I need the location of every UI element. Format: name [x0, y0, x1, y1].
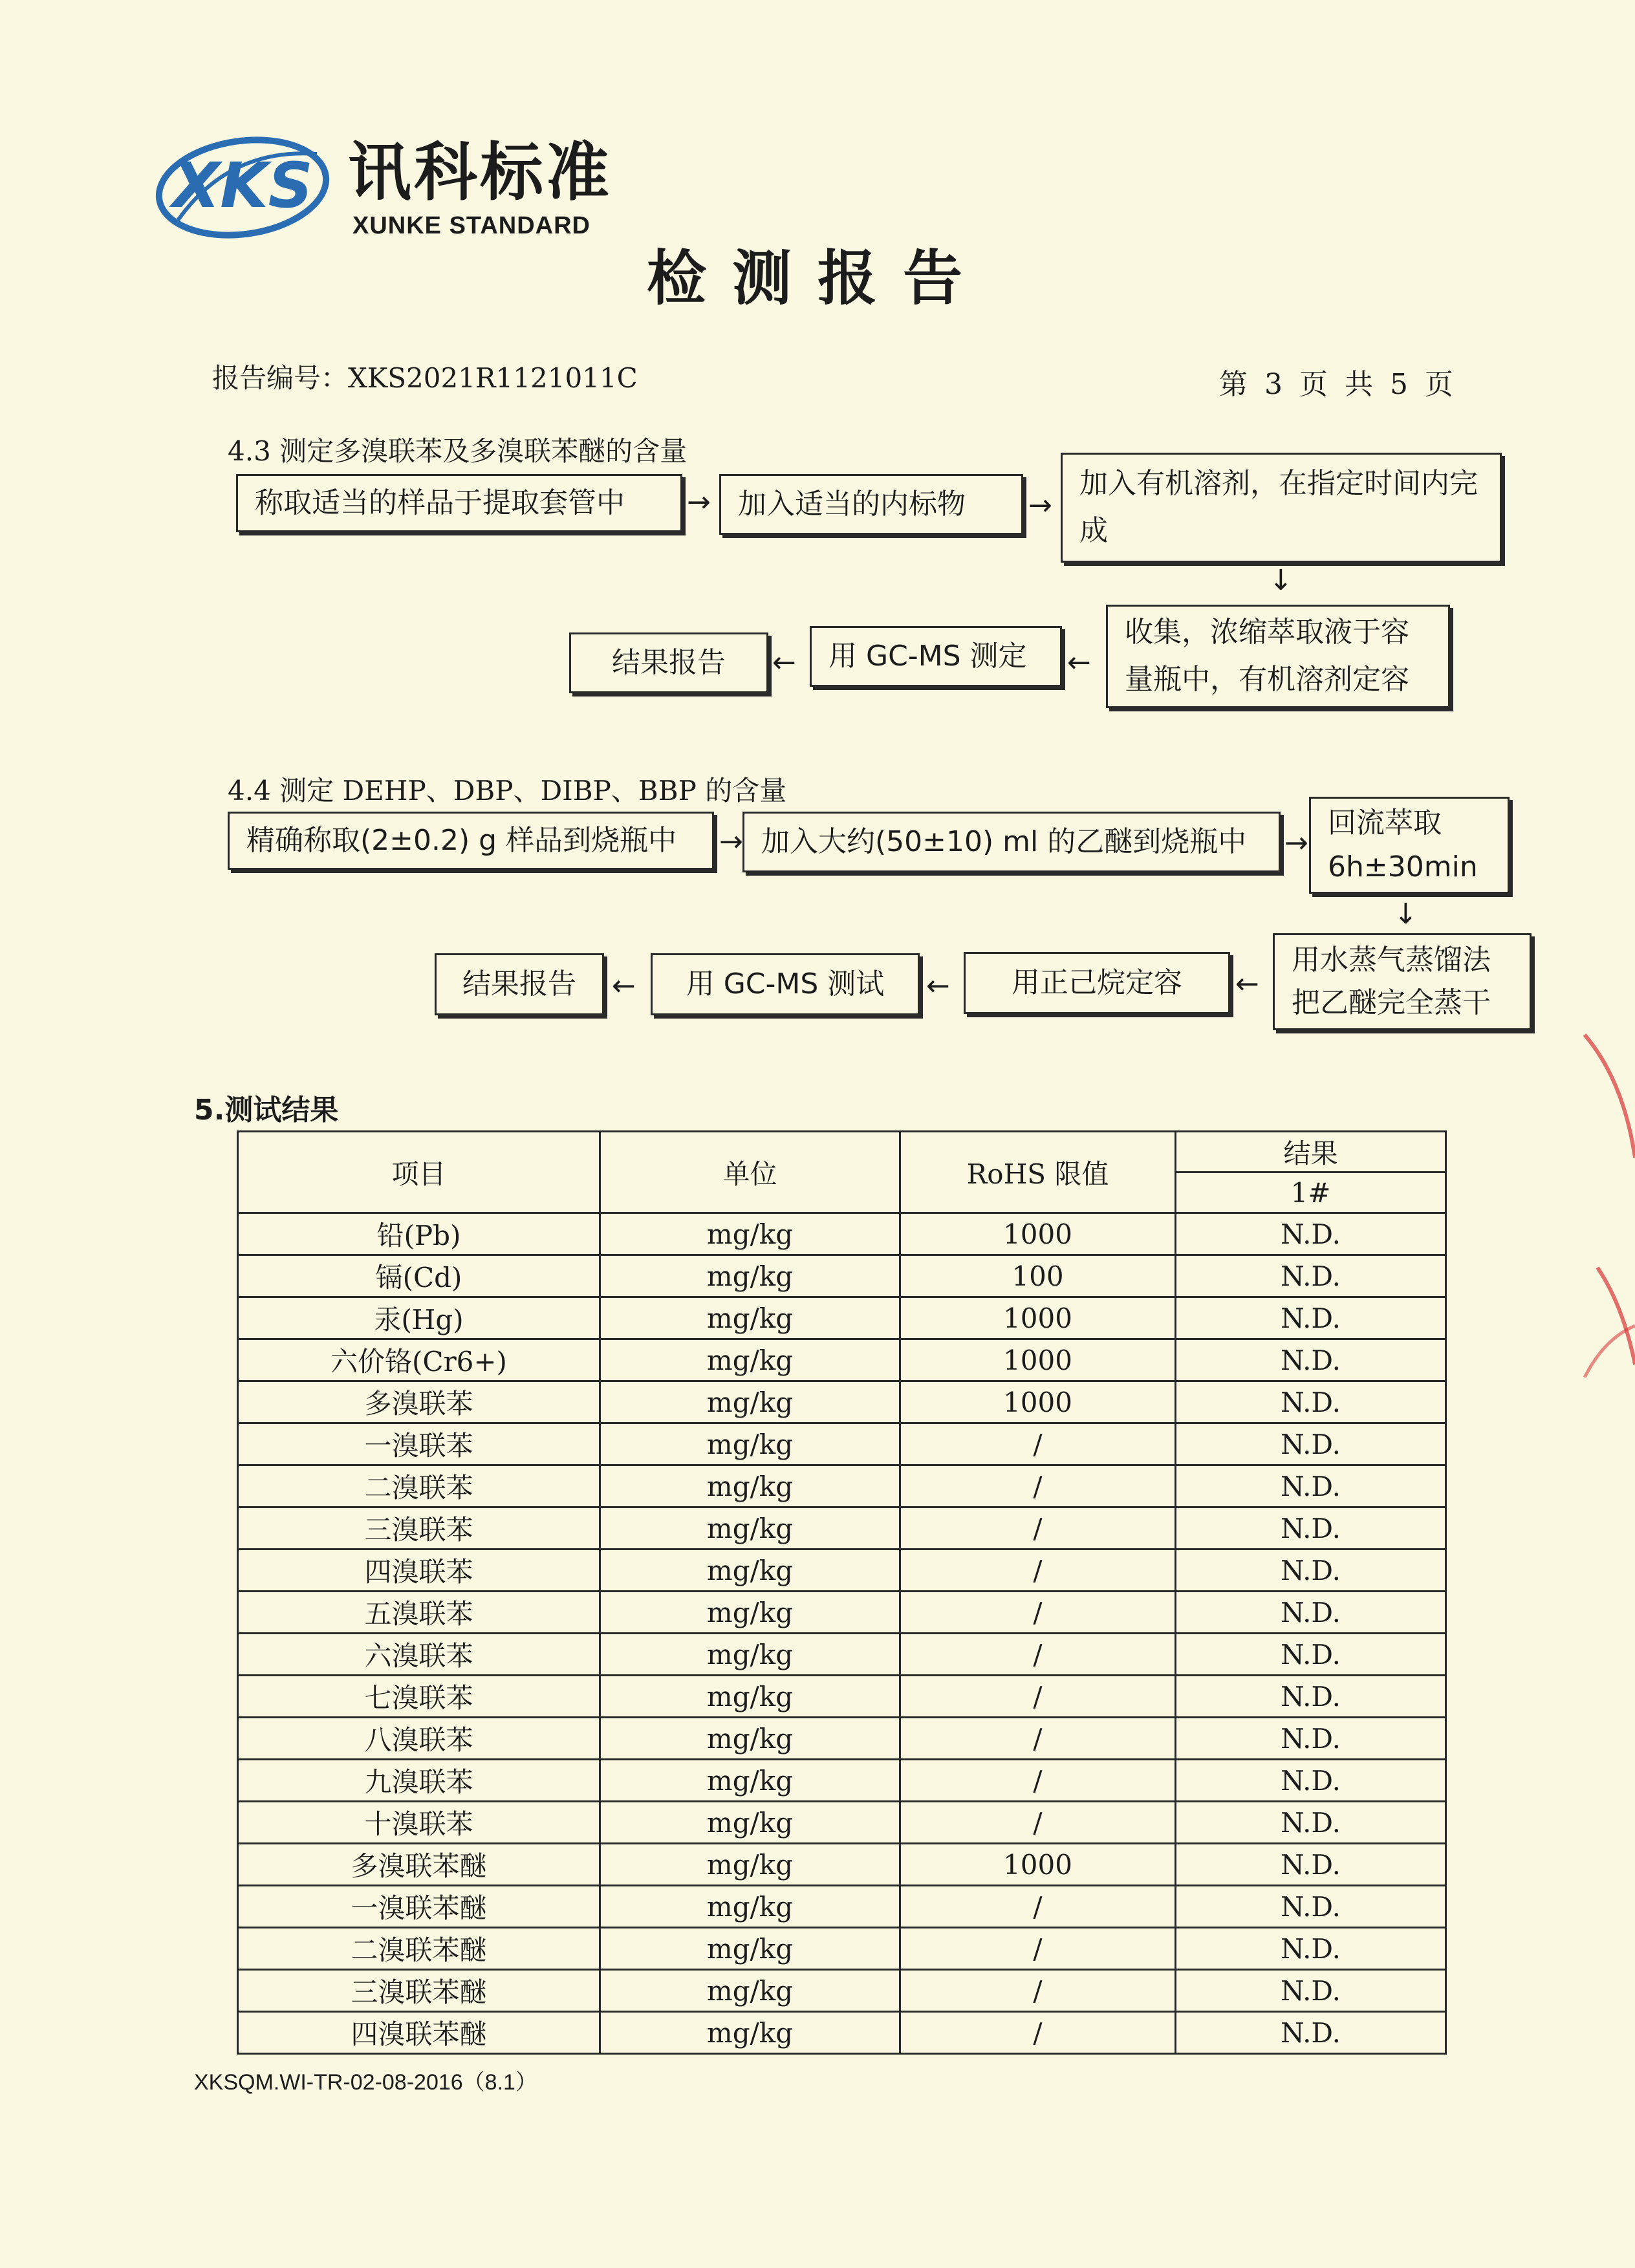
stamp-mark [1578, 1028, 1635, 1377]
table-row [238, 1970, 1446, 2012]
cell-unit: mg/kg [600, 1886, 900, 1928]
flow-step-label: 加入适当的内标物 [738, 487, 966, 521]
column-header-limit: RoHS 限值 [900, 1132, 1176, 1213]
cell-unit: mg/kg [600, 1423, 900, 1465]
cell-item: 一溴联苯 [238, 1423, 600, 1465]
arrow-right-icon: → [1284, 826, 1308, 859]
cell-unit: mg/kg [600, 1970, 900, 2012]
cell-unit: mg/kg [600, 1676, 900, 1718]
cell-result: N.D. [1176, 1339, 1446, 1381]
cell-unit: mg/kg [600, 1760, 900, 1802]
logo-text: XKS [172, 149, 313, 222]
cell-result: N.D. [1176, 1255, 1446, 1297]
cell-unit: mg/kg [600, 1297, 900, 1339]
table-row [238, 1802, 1446, 1844]
cell-limit: / [900, 1550, 1176, 1592]
column-header-unit: 单位 [600, 1132, 900, 1213]
cell-unit: mg/kg [600, 1507, 900, 1550]
table-row [238, 1423, 1446, 1465]
cell-item: 七溴联苯 [238, 1676, 600, 1718]
flow-step-label: 结果报告 [612, 645, 726, 679]
cell-unit: mg/kg [600, 1634, 900, 1676]
page-title: 检测报告 [646, 244, 988, 313]
cell-item: 十溴联苯 [238, 1802, 600, 1844]
cell-limit: / [900, 1507, 1176, 1550]
flow-4-3-step-1 [236, 474, 682, 532]
flow-step-label: 回流萃取 6h±30min [1328, 806, 1478, 883]
table-row [238, 1507, 1446, 1550]
cell-limit: 100 [900, 1255, 1176, 1297]
cell-unit: mg/kg [600, 1339, 900, 1381]
arrow-right-icon: → [687, 486, 711, 519]
arrow-down-icon: ↓ [1394, 898, 1418, 931]
cell-item: 一溴联苯醚 [238, 1886, 600, 1928]
cell-item: 六溴联苯 [238, 1634, 600, 1676]
table-row [238, 1676, 1446, 1718]
cell-unit: mg/kg [600, 1381, 900, 1423]
cell-limit: 1000 [900, 1213, 1176, 1255]
arrow-down-icon: ↓ [1269, 564, 1293, 597]
cell-result: N.D. [1176, 1760, 1446, 1802]
cell-unit: mg/kg [600, 1465, 900, 1507]
table-row [238, 1592, 1446, 1634]
cell-result: N.D. [1176, 1676, 1446, 1718]
table-row [238, 1718, 1446, 1760]
flow-step-label: 用 GC-MS 测定 [828, 639, 1027, 673]
flow-4-3-step-2 [719, 474, 1023, 535]
cell-limit: / [900, 1676, 1176, 1718]
cell-unit: mg/kg [600, 1802, 900, 1844]
cell-limit: / [900, 1465, 1176, 1507]
column-header-result: 结果 [1176, 1132, 1446, 1172]
cell-item: 四溴联苯醚 [238, 2012, 600, 2054]
page-info: 第 3 页 共 5 页 [1219, 368, 1457, 401]
cell-limit: 1000 [900, 1339, 1176, 1381]
cell-limit: / [900, 1592, 1176, 1634]
cell-result: N.D. [1176, 1928, 1446, 1970]
cell-result: N.D. [1176, 1297, 1446, 1339]
flow-4-3-step-4 [1106, 605, 1450, 708]
cell-item: 镉(Cd) [238, 1255, 600, 1297]
flow-step-label: 用水蒸气蒸馏法把乙醚完全蒸干 [1292, 944, 1491, 1019]
cell-limit: / [900, 1928, 1176, 1970]
cell-result: N.D. [1176, 1844, 1446, 1886]
table-row [238, 1760, 1446, 1802]
cell-result: N.D. [1176, 1634, 1446, 1676]
cell-result: N.D. [1176, 1381, 1446, 1423]
cell-item: 六价铬(Cr6+) [238, 1339, 600, 1381]
section-5-heading: 5.测试结果 [194, 1094, 339, 1127]
section-4-3-heading: 4.3 测定多溴联苯及多溴联苯醚的含量 [228, 435, 688, 467]
cell-item: 二溴联苯 [238, 1465, 600, 1507]
cell-unit: mg/kg [600, 1213, 900, 1255]
table-row [238, 1886, 1446, 1928]
flow-4-4-step-2 [742, 812, 1281, 872]
column-header-item: 项目 [238, 1132, 600, 1213]
cell-limit: / [900, 1970, 1176, 2012]
cell-result: N.D. [1176, 1718, 1446, 1760]
cell-result: N.D. [1176, 1886, 1446, 1928]
cell-item: 铅(Pb) [238, 1213, 600, 1255]
flow-step-label: 用 GC-MS 测试 [686, 967, 885, 1000]
flow-4-3-step-3 [1061, 453, 1502, 563]
table-row [238, 1255, 1446, 1297]
cell-limit: 1000 [900, 1844, 1176, 1886]
cell-item: 四溴联苯 [238, 1550, 600, 1592]
form-code: XKSQM.WI-TR-02-08-2016（8.1） [194, 2070, 537, 2095]
cell-result: N.D. [1176, 1507, 1446, 1550]
flow-4-4-step-1 [228, 812, 714, 870]
section-4-4-heading: 4.4 测定 DEHP、DBP、DIBP、BBP 的含量 [228, 775, 787, 806]
column-header-sample: 1# [1176, 1172, 1446, 1213]
cell-unit: mg/kg [600, 1928, 900, 1970]
flow-4-3-step-5 [810, 626, 1062, 687]
flow-step-label: 结果报告 [462, 967, 576, 1000]
flow-step-label: 精确称取(2±0.2) g 样品到烧瓶中 [246, 823, 677, 857]
cell-item: 三溴联苯 [238, 1507, 600, 1550]
table-row [238, 1339, 1446, 1381]
company-name-cn: 讯科标准 [348, 136, 612, 210]
arrow-left-icon: ← [772, 646, 796, 679]
flow-step-label: 称取适当的样品于提取套管中 [255, 486, 625, 519]
cell-limit: / [900, 1423, 1176, 1465]
arrow-right-icon: → [1028, 489, 1052, 522]
cell-result: N.D. [1176, 1550, 1446, 1592]
cell-unit: mg/kg [600, 1718, 900, 1760]
flow-step-label: 加入大约(50±10) ml 的乙醚到烧瓶中 [761, 825, 1247, 858]
cell-limit: / [900, 1634, 1176, 1676]
cell-limit: / [900, 1718, 1176, 1760]
results-body [238, 1213, 1446, 2054]
cell-limit: / [900, 1802, 1176, 1844]
cell-item: 多溴联苯醚 [238, 1844, 600, 1886]
cell-limit: 1000 [900, 1297, 1176, 1339]
report-number: 报告编号：XKS2021R1121011C [212, 362, 638, 394]
cell-unit: mg/kg [600, 1550, 900, 1592]
cell-unit: mg/kg [600, 2012, 900, 2054]
cell-unit: mg/kg [600, 1592, 900, 1634]
flow-4-4-step-3 [1309, 797, 1510, 894]
table-row [238, 1844, 1446, 1886]
flow-4-4-step-7 [435, 953, 604, 1015]
flow-step-label: 用正己烷定容 [1012, 966, 1182, 999]
cell-result: N.D. [1176, 1802, 1446, 1844]
cell-limit: / [900, 1760, 1176, 1802]
cell-unit: mg/kg [600, 1844, 900, 1886]
cell-result: N.D. [1176, 1423, 1446, 1465]
cell-item: 九溴联苯 [238, 1760, 600, 1802]
cell-result: N.D. [1176, 2012, 1446, 2054]
cell-result: N.D. [1176, 1213, 1446, 1255]
table-row [238, 1465, 1446, 1507]
flow-4-4-step-6 [651, 953, 920, 1015]
flow-4-4-step-4 [1273, 933, 1532, 1030]
table-row [238, 2012, 1446, 2054]
flow-step-label: 加入有机溶剂，在指定时间内完成 [1079, 467, 1478, 547]
cell-result: N.D. [1176, 1592, 1446, 1634]
flow-4-4-step-5 [964, 952, 1230, 1014]
cell-item: 八溴联苯 [238, 1718, 600, 1760]
table-row [238, 1213, 1446, 1255]
cell-limit: 1000 [900, 1381, 1176, 1423]
flow-4-3-step-6 [569, 632, 768, 693]
table-row [238, 1928, 1446, 1970]
results-table [237, 1130, 1447, 2055]
arrow-left-icon: ← [926, 969, 950, 1002]
company-name-en: XUNKE STANDARD [352, 212, 590, 239]
arrow-left-icon: ← [612, 969, 636, 1002]
table-row [238, 1381, 1446, 1423]
table-row [238, 1634, 1446, 1676]
cell-result: N.D. [1176, 1970, 1446, 2012]
cell-item: 二溴联苯醚 [238, 1928, 600, 1970]
table-row [238, 1297, 1446, 1339]
flow-step-label: 收集，浓缩萃取液于容量瓶中，有机溶剂定容 [1125, 616, 1409, 696]
cell-item: 五溴联苯 [238, 1592, 600, 1634]
table-row [238, 1550, 1446, 1592]
company-logo [149, 128, 336, 251]
cell-item: 多溴联苯 [238, 1381, 600, 1423]
cell-limit: / [900, 2012, 1176, 2054]
cell-item: 汞(Hg) [238, 1297, 600, 1339]
arrow-left-icon: ← [1235, 967, 1259, 1000]
arrow-right-icon: → [719, 825, 743, 858]
cell-item: 三溴联苯醚 [238, 1970, 600, 2012]
cell-result: N.D. [1176, 1465, 1446, 1507]
arrow-left-icon: ← [1067, 646, 1091, 679]
cell-limit: / [900, 1886, 1176, 1928]
cell-unit: mg/kg [600, 1255, 900, 1297]
